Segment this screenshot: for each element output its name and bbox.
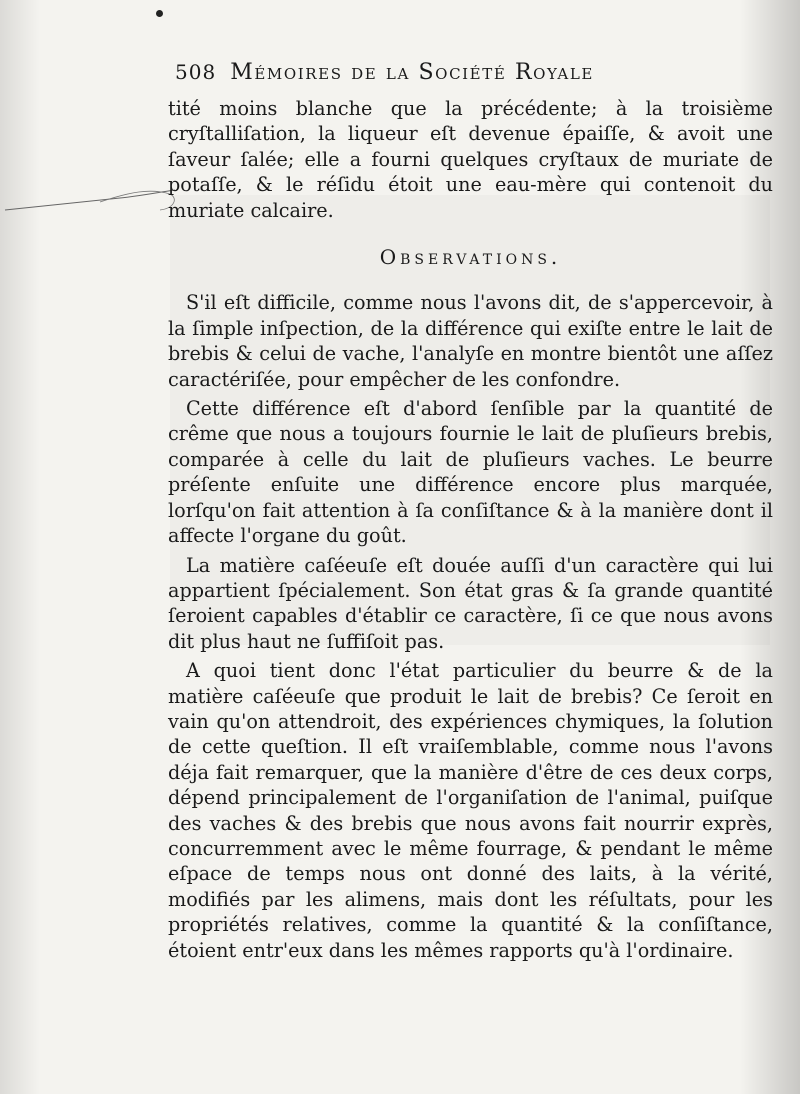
ink-dot — [156, 10, 163, 17]
body-text — [168, 96, 773, 963]
paragraph-3: La matière caſéeuſe eſt douée auſſi d'un caractère qui lui appartient ſpécialement. Son état gras & ſa grande quantité ſeroient capables d'établir ce caractère, ſi ce que nous avons dit plus haut ne ſuffiſoit pas. — [168, 553, 773, 653]
running-header — [175, 60, 695, 92]
paragraph-2: Cette différence eſt d'abord ſenſible par la quantité de crême que nous a toujours fournie le lait de pluſieurs brebis, comparée à celle du lait de pluſieurs vaches. Le beurre préſente enſuite une différence encore plus marquée, lorſqu'on fait attention à ſa conſiſtance & à la manière dont il affecte l'organe du goût. — [168, 397, 773, 548]
paragraph-4: A quoi tient donc l'état particulier du beurre & de la matière caſéeuſe que produit le lait de brebis? Ce ſeroit en vain qu'on attendroit, des expériences chymiques, la ſolution de cette queſtion. Il eſt vraiſemblable, comme nous l'avons déja fait remarquer, que la manière d'être de ces deux corps, dépend principalement de l'organiſation de l'animal, puiſque des vaches & des brebis que nous avons fait nourrir exprès, concurremment avec le même fourrage, & pendant le même eſpace de temps nous ont donné des laits, à la vérité, modifiés par les alimens, mais dont les réſultats, pour les propriétés relatives, comme la quantité & la conſiſtance, étoient entr'eux dans les mêmes rapports qu'à l'ordinaire. — [168, 659, 773, 962]
pen-mark — [0, 180, 180, 220]
page-number: 508 — [175, 60, 217, 84]
running-title: Mémoires de la Société Royale — [230, 60, 594, 85]
paragraph-1: S'il eſt difficile, comme nous l'avons dit, de s'appercevoir, à la ſimple inſpection, de la différence qui exiſte entre le lait de brebis & celui de vache, l'analyſe en montre bientôt une aſſez caractériſée, pour empêcher de les confondre. — [168, 291, 773, 391]
continued-paragraph: tité moins blanche que la précédente; à la troisième cryſtalliſation, la liqueur eſt devenue épaiſſe, & avoit une ſaveur ſalée; elle a fourni quelques cryſtaux de muriate de potaſſe, & le réſidu étoit une eau-mère qui contenoit du muriate calcaire. — [168, 97, 773, 222]
section-heading: Observations. — [379, 245, 562, 270]
